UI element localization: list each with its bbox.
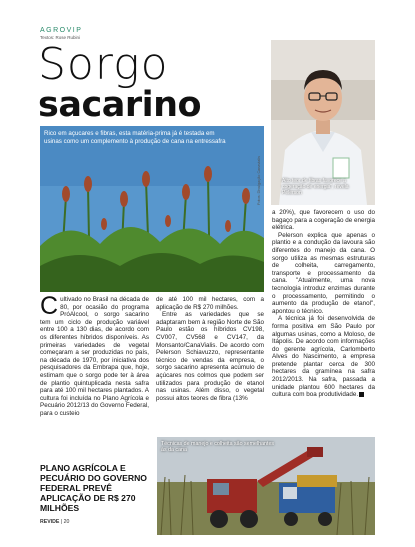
article-column-3 <box>272 209 375 399</box>
sorghum-field-illustration <box>40 126 264 292</box>
column-2-paragraph-2: Entre as variedades que se adaptaram bem à região Norte de São Paulo estão os híbridos CV198, CV007, CV568 e CV147, da Monsanto/CanaVialis. De acordo com Pelerson Schiavuzzo, representante técnico de vendas da empresa, o sorgo sacarino apresenta acúmulo de açúcares nos colmos que podem ser utilizados para produção de etanol nas usinas. Além disso, o vegetal possui altos teores de fibra (13% <box>156 311 264 402</box>
title-line-2: sacarino <box>38 85 202 125</box>
magazine-name: REVIDE <box>40 519 60 525</box>
text-credit: Textos: Rose Rubini <box>40 35 81 40</box>
column-3-paragraph-3: A técnica já foi desenvolvida de forma positiva em São Paulo por algumas usinas, como a Moloso, de Itápolis. De acordo com informações do gerente agrícola, Carlomberto Alves do Nascimento, a empresa pretende plantar cerca de 300 hectares da gramínea na safra 2012/2013. Na safra, passada a unidade plantou 600 hectares da cultura com boa produtividade. <box>272 315 375 399</box>
title-line-1: Sorgo <box>38 39 169 90</box>
column-1-text: ultivado no Brasil na década de 80, por ocasião do programa PróAlcool, o sorgo sacarino tem um ciclo de produção variável entre 100 a 130 dias, de acordo com os diferentes híbridos disponíveis. As primeiras variedades de vegetal começaram a ser produzidas no país, na década de 1970, por iniciativa dos pesquisadores da Embrapa que, hoje, estimam que o sorgo pode ter à área de plantio quintuplicada nesta safra para até 100 mil hectares plantados. A cultura foi incluída no Plano Agrícola e Pecuário 2012/13 do Governo Federal, para o custeio <box>40 296 149 417</box>
portrait-caption: Alto teor de fibras favorece a cogeração de energia", revela Pelerson <box>282 178 349 196</box>
column-3-paragraph-1: a 20%), que favorecem o uso do bagaço para a cogeração de energia elétrica. <box>272 209 375 232</box>
column-2-paragraph-1: de até 100 mil hectares, com a aplicação de R$ 270 milhões. <box>156 296 264 311</box>
page-number: 20 <box>63 519 70 525</box>
column-3-paragraph-2: Pelerson explica que apenas o plantio e a condução da lavoura são diferentes do manejo da cana. O sorgo utiliza as mesmas estruturas de colheita, carregamento, transporte e processamento da cana. "Atualmente, uma nova tecnologia introduz enzimas durante o processamento, permitindo o aumento da produção de etanol", apontou o técnico. <box>272 231 375 315</box>
article-column-2 <box>156 296 264 402</box>
end-mark-icon <box>359 392 364 397</box>
article-column-1 <box>40 292 149 418</box>
section-label: AGROVIP <box>40 27 83 34</box>
harvest-caption: Técnicas de manejo e colheita são semelhantes às da cana <box>161 441 275 454</box>
drop-cap: C <box>40 292 59 320</box>
sorghum-field-photo <box>40 126 264 292</box>
hero-caption: Rico em açucares e fibras, esta matéria-prima já é testada em usinas como um complemento à produção de cana na entressafra <box>44 130 226 145</box>
pull-quote: PLANO AGRÍCOLA E PECUÁRIO DO GOVERNO FEDERAL PREVÊ APLICAÇÃO DE R$ 270 MILHÕES <box>40 463 147 513</box>
photo-credit: Fotos: Divulgação Canavialis <box>257 156 261 205</box>
page-footer: REVIDE | 20 <box>40 519 70 525</box>
